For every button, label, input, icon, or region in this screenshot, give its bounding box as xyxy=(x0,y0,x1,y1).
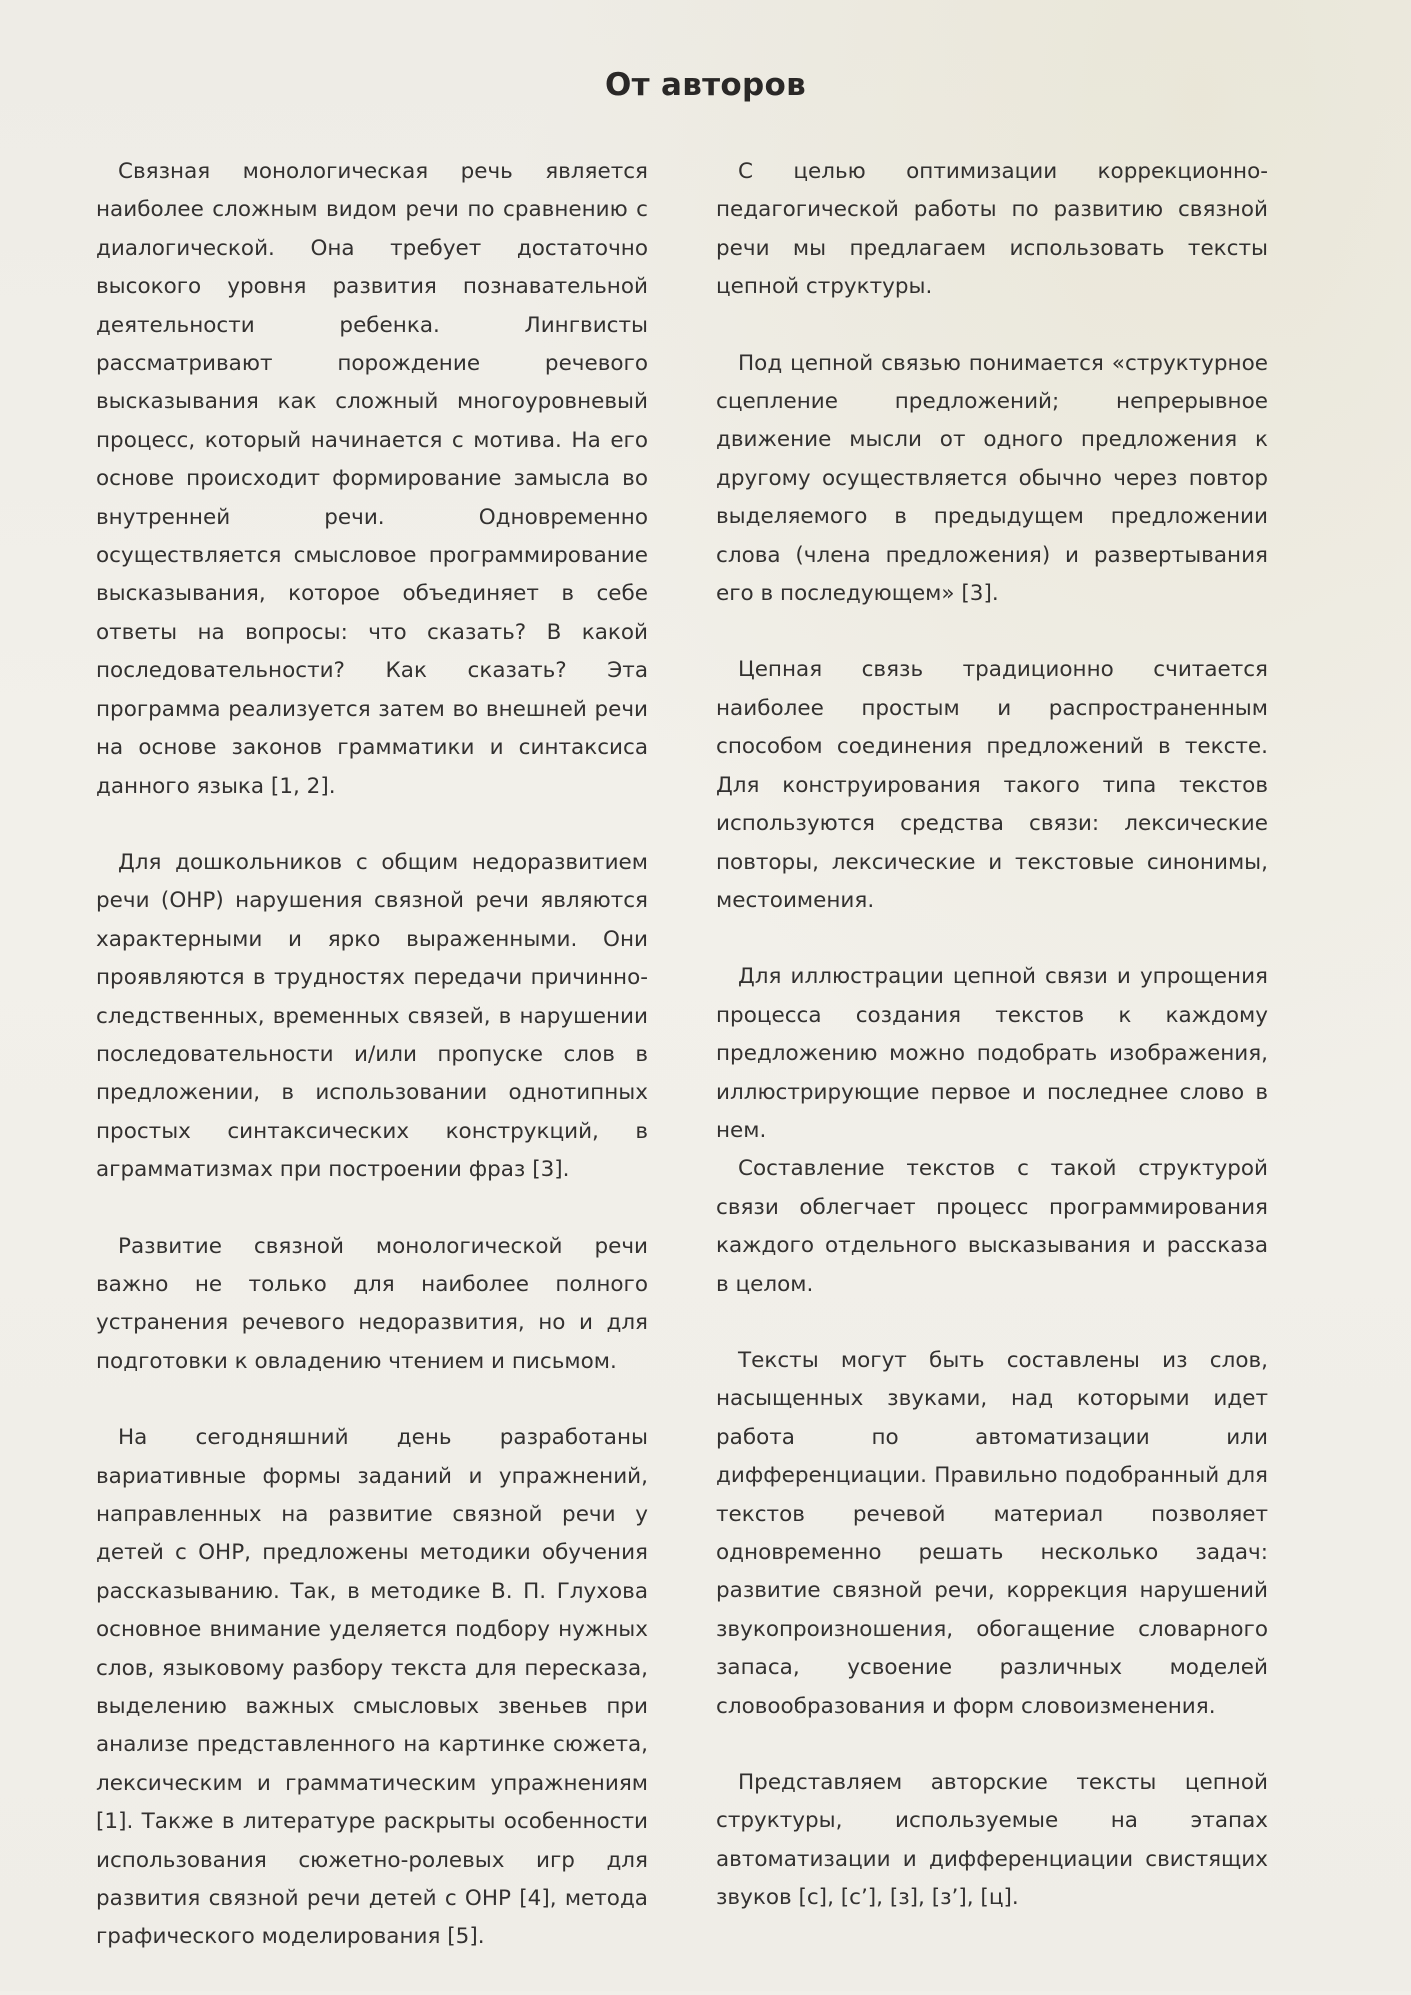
right-text-column xyxy=(716,153,1268,1956)
paragraph: Составление текстов с такой структурой связи облегчает процесс программирования каждого отдельного высказывания и рассказа в целом. xyxy=(716,1156,1268,1297)
page-title: От авторов xyxy=(604,66,807,103)
paragraph: Для дошкольников с общим недоразвитием речи (ОНР) нарушения связной речи являются характерными и ярко выраженными. Они проявляются в трудностях передачи причинно-следственных, временных связей, в нарушении последовательности и/или пропуске слов в предложении, в использовании однотипных простых синтаксических конструкций, в аграмматизмах при построении фраз [3]. xyxy=(96,849,648,1183)
paragraph: Представляем авторские тексты цепной структуры, используемые на этапах автоматизации и дифференциации свистящих звуков [с], [с’], [з], [з’], [ц]. xyxy=(716,1770,1268,1911)
paragraph: На сегодняшний день разработаны вариативные формы заданий и упражнений, направленных на развитие связной речи у детей с ОНР, предложены методики обучения рассказыванию. Так, в методике В. П. Глухова основное внимание уделяется подбору нужных слов, языковому разбору текста для пересказа, выделению важных смысловых звеньев при анализе представленного на картинке сюжета, лексическим и грамматическим упражнениям [1]. Также в литературе раскрыты особенности использования сюжетно-ролевых игр для развития связной речи детей с ОНР [4], метода графического моделирования [5]. xyxy=(96,1425,648,1950)
paragraph: Тексты могут быть составлены из слов, насыщенных звуками, над которыми идет работа по автоматизации или дифференциации. Правильно подобранный для текстов речевой материал позволяет одновременно решать несколько задач: развитие связной речи, коррекция нарушений звукопроизношения, обогащение словарного запаса, усвоение различных моделей словообразования и форм словоизменения. xyxy=(716,1347,1268,1719)
left-text-column xyxy=(96,153,648,1995)
paragraph: Развитие связной монологической речи важно не только для наиболее полного устранения речевого недоразвития, но и для подготовки к овладению чтением и письмом. xyxy=(96,1233,648,1374)
paragraph: Для иллюстрации цепной связи и упрощения процесса создания текстов к каждому предложению можно подобрать изображения, иллюстрирующие первое и последнее слово в нем. xyxy=(716,964,1268,1143)
paragraph: Связная монологическая речь является наиболее сложным видом речи по сравнению с диалогической. Она требует достаточно высокого уровня развития познавательной деятельности ребенка. Лингвисты рассматривают порождение речевого высказывания как сложный многоуровневый процесс, который начинается с мотива. На его основе происходит формирование замысла во внутренней речи. Одновременно осуществляется смысловое программирование высказывания, которое объединяет в себе ответы на вопросы: что сказать? В какой последовательности? Как сказать? Эта программа реализуется затем во внешней речи на основе законов грамматики и синтаксиса данного языка [1, 2]. xyxy=(96,159,648,799)
paragraph: Цепная связь традиционно считается наиболее простым и распространенным способом соединения предложений в тексте. Для конструирования такого типа текстов используются средства связи: лексические повторы, лексические и текстовые синонимы, местоимения. xyxy=(716,657,1268,913)
paragraph: Под цепной связью понимается «структурное сцепление предложений; непрерывное движение мысли от одного предложения к другому осуществляется обычно через повтор выделяемого в предыдущем предложении слова (члена предложения) и развертывания его в последующем» [3]. xyxy=(716,350,1268,607)
paragraph: С целью оптимизации коррекционно-педагогической работы по развитию связной речи мы предлагаем использовать тексты цепной структуры. xyxy=(716,159,1268,300)
